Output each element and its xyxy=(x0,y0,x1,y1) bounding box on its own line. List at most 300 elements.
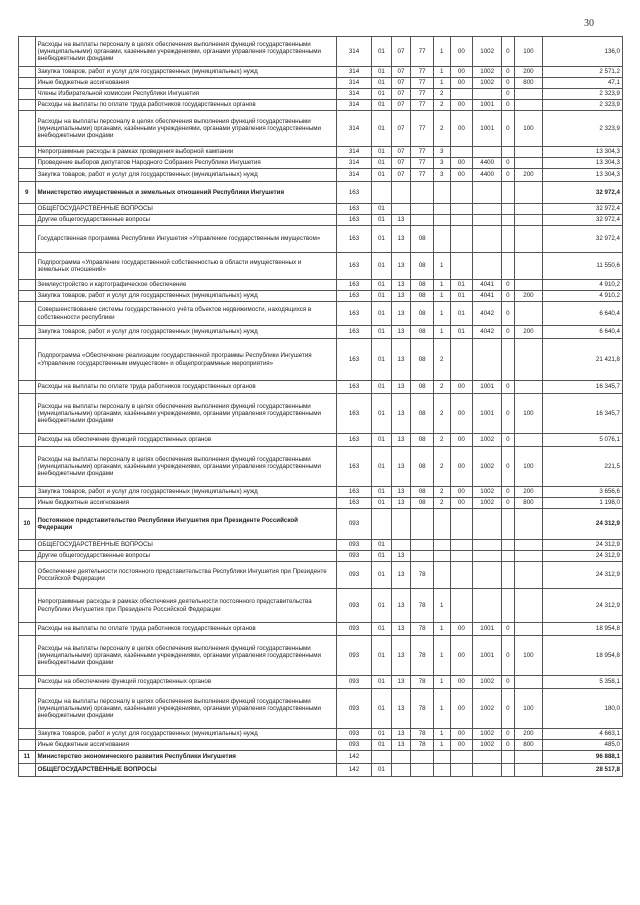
main-event-code: 00 xyxy=(450,111,473,147)
direction-code: 1001 xyxy=(473,111,502,147)
ministry-code: 163 xyxy=(336,182,371,204)
direction-code xyxy=(473,551,502,562)
row-name: Проведение выборов депутатов Народного Собрания Республики Ингушетия xyxy=(35,158,336,169)
subprogram-code: 1 xyxy=(434,78,451,89)
expense-type-code: 100 xyxy=(514,37,543,67)
row-name: Закупка товаров, работ и услуг для государственных (муниципальных) нужд xyxy=(35,729,336,740)
expense-type-code: 100 xyxy=(514,394,543,434)
ministry-code: 163 xyxy=(336,498,371,509)
amount-cell: 485,0 xyxy=(543,740,623,751)
table-row xyxy=(19,280,623,291)
ministry-code: 142 xyxy=(336,751,371,764)
row-name: Закупка товаров, работ и услуг для государственных (муниципальных) нужд xyxy=(35,291,336,302)
row-name: Члены Избирательной комиссии Республики Ингушетия xyxy=(35,89,336,100)
direction-subcode: 0 xyxy=(502,394,514,434)
program-code: 78 xyxy=(411,676,434,689)
main-event-code: 01 xyxy=(450,326,473,339)
direction-subcode xyxy=(502,764,514,777)
main-event-code xyxy=(450,764,473,777)
program-code: 77 xyxy=(411,100,434,111)
subsection-code xyxy=(391,182,411,204)
section-code: 01 xyxy=(372,100,392,111)
subsection-code: 07 xyxy=(391,37,411,67)
subsection-code: 07 xyxy=(391,158,411,169)
amount-cell: 2 571,2 xyxy=(543,67,623,78)
main-event-code: 00 xyxy=(450,689,473,729)
table-row xyxy=(19,394,623,434)
program-code xyxy=(411,182,434,204)
table-row xyxy=(19,158,623,169)
section-code: 01 xyxy=(372,339,392,381)
table-row xyxy=(19,487,623,498)
row-number xyxy=(19,226,36,253)
direction-subcode xyxy=(502,253,514,280)
ministry-code: 163 xyxy=(336,434,371,447)
amount-cell: 24 312,9 xyxy=(543,562,623,589)
direction-code: 1002 xyxy=(473,67,502,78)
program-code xyxy=(411,764,434,777)
amount-cell: 5 358,1 xyxy=(543,676,623,689)
row-name: Непрограммные расходы в рамках проведения выборной кампании xyxy=(35,147,336,158)
row-number xyxy=(19,764,36,777)
expense-type-code xyxy=(514,434,543,447)
expense-type-code: 100 xyxy=(514,447,543,487)
expense-type-code xyxy=(514,676,543,689)
subprogram-code xyxy=(434,562,451,589)
main-event-code xyxy=(450,551,473,562)
section-code xyxy=(372,751,392,764)
subsection-code: 13 xyxy=(391,339,411,381)
main-event-code: 01 xyxy=(450,280,473,291)
table-row xyxy=(19,729,623,740)
subprogram-code: 1 xyxy=(434,253,451,280)
direction-subcode: 0 xyxy=(502,67,514,78)
section-code: 01 xyxy=(372,147,392,158)
main-event-code: 00 xyxy=(450,434,473,447)
direction-subcode: 0 xyxy=(502,689,514,729)
table-row xyxy=(19,381,623,394)
subsection-code: 13 xyxy=(391,447,411,487)
program-code: 08 xyxy=(411,394,434,434)
ministry-code: 163 xyxy=(336,253,371,280)
expense-type-code: 200 xyxy=(514,487,543,498)
table-row xyxy=(19,226,623,253)
direction-code xyxy=(473,509,502,540)
row-name: Расходы на обеспечение функций государственных органов xyxy=(35,676,336,689)
row-number xyxy=(19,487,36,498)
table-row xyxy=(19,204,623,215)
section-code: 01 xyxy=(372,78,392,89)
amount-cell: 24 312,9 xyxy=(543,551,623,562)
row-number xyxy=(19,111,36,147)
main-event-code: 00 xyxy=(450,740,473,751)
program-code: 77 xyxy=(411,169,434,182)
subsection-code: 07 xyxy=(391,147,411,158)
ministry-code: 093 xyxy=(336,636,371,676)
direction-code xyxy=(473,562,502,589)
row-number xyxy=(19,740,36,751)
section-code: 01 xyxy=(372,434,392,447)
subprogram-code: 3 xyxy=(434,169,451,182)
main-event-code: 00 xyxy=(450,487,473,498)
direction-subcode xyxy=(502,147,514,158)
subprogram-code xyxy=(434,751,451,764)
direction-code: 1002 xyxy=(473,434,502,447)
program-code: 78 xyxy=(411,562,434,589)
row-number xyxy=(19,689,36,729)
direction-code: 1002 xyxy=(473,78,502,89)
subprogram-code xyxy=(434,182,451,204)
amount-cell: 24 312,9 xyxy=(543,509,623,540)
table-row xyxy=(19,215,623,226)
direction-subcode: 0 xyxy=(502,89,514,100)
section-code: 01 xyxy=(372,326,392,339)
row-name: Иные бюджетные ассигнования xyxy=(35,78,336,89)
ministry-code: 163 xyxy=(336,447,371,487)
amount-cell: 32 972,4 xyxy=(543,226,623,253)
section-code: 01 xyxy=(372,623,392,636)
section-code: 01 xyxy=(372,204,392,215)
row-number xyxy=(19,89,36,100)
expense-type-code xyxy=(514,302,543,326)
row-number xyxy=(19,253,36,280)
ministry-code: 163 xyxy=(336,204,371,215)
direction-subcode: 0 xyxy=(502,676,514,689)
section-code: 01 xyxy=(372,487,392,498)
amount-cell: 96 888,1 xyxy=(543,751,623,764)
program-code xyxy=(411,751,434,764)
expense-type-code: 200 xyxy=(514,67,543,78)
expense-type-code: 200 xyxy=(514,729,543,740)
section-code: 01 xyxy=(372,551,392,562)
direction-subcode xyxy=(502,226,514,253)
expense-type-code xyxy=(514,204,543,215)
direction-subcode xyxy=(502,215,514,226)
section-code: 01 xyxy=(372,636,392,676)
subsection-code: 13 xyxy=(391,381,411,394)
program-code: 78 xyxy=(411,740,434,751)
direction-code xyxy=(473,182,502,204)
main-event-code xyxy=(450,204,473,215)
subsection-code xyxy=(391,751,411,764)
section-code: 01 xyxy=(372,158,392,169)
direction-code: 4041 xyxy=(473,291,502,302)
expense-type-code: 200 xyxy=(514,326,543,339)
row-name: Закупка товаров, работ и услуг для государственных (муниципальных) нужд xyxy=(35,169,336,182)
expense-type-code xyxy=(514,562,543,589)
table-row xyxy=(19,498,623,509)
section-code: 01 xyxy=(372,764,392,777)
subsection-code: 13 xyxy=(391,291,411,302)
direction-subcode: 0 xyxy=(502,291,514,302)
main-event-code: 00 xyxy=(450,169,473,182)
table-row xyxy=(19,689,623,729)
row-number xyxy=(19,215,36,226)
direction-subcode: 0 xyxy=(502,447,514,487)
page-number: 30 xyxy=(584,18,594,29)
subsection-code xyxy=(391,764,411,777)
row-name: Расходы на выплаты по оплате труда работников государственных органов xyxy=(35,381,336,394)
direction-subcode: 0 xyxy=(502,623,514,636)
table-row xyxy=(19,67,623,78)
subsection-code: 13 xyxy=(391,676,411,689)
main-event-code: 00 xyxy=(450,67,473,78)
row-name: ОБЩЕГОСУДАРСТВЕННЫЕ ВОПРОСЫ xyxy=(35,204,336,215)
direction-code: 1001 xyxy=(473,100,502,111)
program-code: 08 xyxy=(411,291,434,302)
direction-code xyxy=(473,540,502,551)
subprogram-code: 3 xyxy=(434,147,451,158)
row-name: Иные бюджетные ассигнования xyxy=(35,740,336,751)
row-name: Закупка товаров, работ и услуг для государственных (муниципальных) нужд xyxy=(35,487,336,498)
amount-cell: 6 640,4 xyxy=(543,302,623,326)
row-name: Расходы на выплаты персоналу в целях обеспечения выполнения функций государственными (муниципальными) органами, казёнными учреждениями, органами управления государственными внебюджетными фондами xyxy=(35,689,336,729)
table-row xyxy=(19,253,623,280)
subsection-code: 13 xyxy=(391,215,411,226)
subprogram-code xyxy=(434,540,451,551)
ministry-code: 163 xyxy=(336,280,371,291)
amount-cell: 32 972,4 xyxy=(543,215,623,226)
subprogram-code xyxy=(434,764,451,777)
row-number xyxy=(19,100,36,111)
row-number xyxy=(19,147,36,158)
section-code xyxy=(372,509,392,540)
expense-type-code xyxy=(514,589,543,623)
row-number xyxy=(19,291,36,302)
table-row xyxy=(19,37,623,67)
amount-cell: 6 640,4 xyxy=(543,326,623,339)
table-row xyxy=(19,339,623,381)
expense-type-code: 100 xyxy=(514,111,543,147)
section-code: 01 xyxy=(372,89,392,100)
row-number: 9 xyxy=(19,182,36,204)
expense-type-code xyxy=(514,226,543,253)
ministry-code: 163 xyxy=(336,302,371,326)
table-row xyxy=(19,589,623,623)
subsection-code: 13 xyxy=(391,326,411,339)
program-code: 77 xyxy=(411,67,434,78)
ministry-code: 163 xyxy=(336,215,371,226)
subprogram-code: 1 xyxy=(434,326,451,339)
subprogram-code: 3 xyxy=(434,158,451,169)
subsection-code: 07 xyxy=(391,78,411,89)
subprogram-code: 2 xyxy=(434,447,451,487)
amount-cell: 136,0 xyxy=(543,37,623,67)
table-row xyxy=(19,751,623,764)
ministry-code: 163 xyxy=(336,394,371,434)
ministry-code: 093 xyxy=(336,589,371,623)
amount-cell: 32 972,4 xyxy=(543,182,623,204)
ministry-code: 314 xyxy=(336,169,371,182)
amount-cell: 5 076,1 xyxy=(543,434,623,447)
direction-code: 4041 xyxy=(473,280,502,291)
table-row xyxy=(19,78,623,89)
direction-code xyxy=(473,751,502,764)
expense-type-code xyxy=(514,253,543,280)
direction-code xyxy=(473,589,502,623)
program-code: 78 xyxy=(411,623,434,636)
ministry-code: 163 xyxy=(336,381,371,394)
row-name: Обеспечение деятельности постоянного представительства Республики Ингушетия при Президенте Российской Федерации xyxy=(35,562,336,589)
row-name: ОБЩЕГОСУДАРСТВЕННЫЕ ВОПРОСЫ xyxy=(35,540,336,551)
section-code: 01 xyxy=(372,729,392,740)
direction-code: 1001 xyxy=(473,381,502,394)
main-event-code xyxy=(450,509,473,540)
amount-cell: 21 421,8 xyxy=(543,339,623,381)
ministry-code: 093 xyxy=(336,509,371,540)
program-code: 08 xyxy=(411,381,434,394)
direction-subcode xyxy=(502,562,514,589)
subsection-code: 13 xyxy=(391,280,411,291)
main-event-code xyxy=(450,562,473,589)
section-code: 01 xyxy=(372,540,392,551)
subsection-code: 07 xyxy=(391,111,411,147)
program-code: 78 xyxy=(411,589,434,623)
main-event-code: 01 xyxy=(450,302,473,326)
ministry-code: 093 xyxy=(336,740,371,751)
program-code: 78 xyxy=(411,636,434,676)
subsection-code: 13 xyxy=(391,623,411,636)
row-number xyxy=(19,540,36,551)
expense-type-code xyxy=(514,100,543,111)
subprogram-code: 1 xyxy=(434,729,451,740)
expense-type-code: 200 xyxy=(514,169,543,182)
row-number xyxy=(19,67,36,78)
program-code: 08 xyxy=(411,280,434,291)
direction-subcode: 0 xyxy=(502,326,514,339)
subprogram-code: 1 xyxy=(434,280,451,291)
expense-type-code: 800 xyxy=(514,740,543,751)
main-event-code xyxy=(450,215,473,226)
expense-type-code xyxy=(514,381,543,394)
row-number: 11 xyxy=(19,751,36,764)
section-code: 01 xyxy=(372,498,392,509)
program-code: 08 xyxy=(411,498,434,509)
row-number xyxy=(19,498,36,509)
section-code: 01 xyxy=(372,67,392,78)
row-name: Совершенствование системы государственного учёта объектов недвижимости, находящихся в собственности республики xyxy=(35,302,336,326)
amount-cell: 16 345,7 xyxy=(543,381,623,394)
subsection-code: 13 xyxy=(391,253,411,280)
expense-type-code: 800 xyxy=(514,498,543,509)
expense-type-code xyxy=(514,147,543,158)
row-number xyxy=(19,326,36,339)
program-code: 77 xyxy=(411,147,434,158)
ministry-code: 314 xyxy=(336,111,371,147)
table-row xyxy=(19,562,623,589)
direction-code: 1002 xyxy=(473,487,502,498)
direction-code: 1002 xyxy=(473,689,502,729)
amount-cell: 24 312,9 xyxy=(543,540,623,551)
row-name: Министерство имущественных и земельных отношений Республики Ингушетия xyxy=(35,182,336,204)
main-event-code: 00 xyxy=(450,37,473,67)
expense-type-code xyxy=(514,623,543,636)
row-name: Расходы на выплаты персоналу в целях обеспечения выполнения функций государственными (муниципальными) органами, казёнными учреждениями, органами управления государственными внебюджетными фондами xyxy=(35,447,336,487)
program-code: 08 xyxy=(411,226,434,253)
table-row xyxy=(19,147,623,158)
row-name: Расходы на выплаты по оплате труда работников государственных органов xyxy=(35,100,336,111)
section-code: 01 xyxy=(372,381,392,394)
expense-type-code xyxy=(514,280,543,291)
amount-cell: 4 910,2 xyxy=(543,291,623,302)
section-code: 01 xyxy=(372,447,392,487)
direction-subcode: 0 xyxy=(502,280,514,291)
table-row xyxy=(19,100,623,111)
direction-subcode: 0 xyxy=(502,302,514,326)
section-code: 01 xyxy=(372,562,392,589)
direction-subcode: 0 xyxy=(502,636,514,676)
direction-code: 1002 xyxy=(473,729,502,740)
direction-code xyxy=(473,204,502,215)
expense-type-code xyxy=(514,158,543,169)
direction-code: 1001 xyxy=(473,623,502,636)
section-code: 01 xyxy=(372,37,392,67)
subprogram-code: 2 xyxy=(434,381,451,394)
main-event-code: 00 xyxy=(450,676,473,689)
amount-cell: 1 198,0 xyxy=(543,498,623,509)
row-number xyxy=(19,434,36,447)
main-event-code xyxy=(450,226,473,253)
direction-code: 4400 xyxy=(473,169,502,182)
amount-cell: 2 323,9 xyxy=(543,111,623,147)
program-code: 08 xyxy=(411,487,434,498)
subsection-code: 13 xyxy=(391,729,411,740)
ministry-code: 314 xyxy=(336,67,371,78)
section-code: 01 xyxy=(372,589,392,623)
main-event-code: 00 xyxy=(450,498,473,509)
direction-subcode xyxy=(502,589,514,623)
subsection-code: 13 xyxy=(391,636,411,676)
program-code: 08 xyxy=(411,434,434,447)
subprogram-code: 2 xyxy=(434,339,451,381)
section-code: 01 xyxy=(372,740,392,751)
subprogram-code: 1 xyxy=(434,302,451,326)
row-number xyxy=(19,204,36,215)
ministry-code: 163 xyxy=(336,326,371,339)
direction-code: 1001 xyxy=(473,394,502,434)
ministry-code: 142 xyxy=(336,764,371,777)
amount-cell: 4 663,1 xyxy=(543,729,623,740)
expense-type-code xyxy=(514,182,543,204)
table-row xyxy=(19,676,623,689)
direction-subcode: 0 xyxy=(502,169,514,182)
program-code xyxy=(411,540,434,551)
main-event-code xyxy=(450,751,473,764)
program-code: 77 xyxy=(411,37,434,67)
direction-code xyxy=(473,215,502,226)
row-name: Подпрограмма «Управление государственной собственностью в области имущественных и земельных отношений» xyxy=(35,253,336,280)
direction-code xyxy=(473,147,502,158)
main-event-code: 00 xyxy=(450,729,473,740)
section-code: 01 xyxy=(372,215,392,226)
main-event-code xyxy=(450,540,473,551)
subprogram-code: 2 xyxy=(434,89,451,100)
table-row xyxy=(19,169,623,182)
subprogram-code xyxy=(434,204,451,215)
program-code: 77 xyxy=(411,89,434,100)
subsection-code xyxy=(391,509,411,540)
subsection-code: 13 xyxy=(391,589,411,623)
section-code: 01 xyxy=(372,253,392,280)
section-code: 01 xyxy=(372,226,392,253)
amount-cell: 18 954,8 xyxy=(543,623,623,636)
amount-cell: 28 517,8 xyxy=(543,764,623,777)
main-event-code: 00 xyxy=(450,158,473,169)
program-code: 78 xyxy=(411,689,434,729)
main-event-code xyxy=(450,589,473,623)
direction-subcode xyxy=(502,204,514,215)
direction-subcode: 0 xyxy=(502,487,514,498)
